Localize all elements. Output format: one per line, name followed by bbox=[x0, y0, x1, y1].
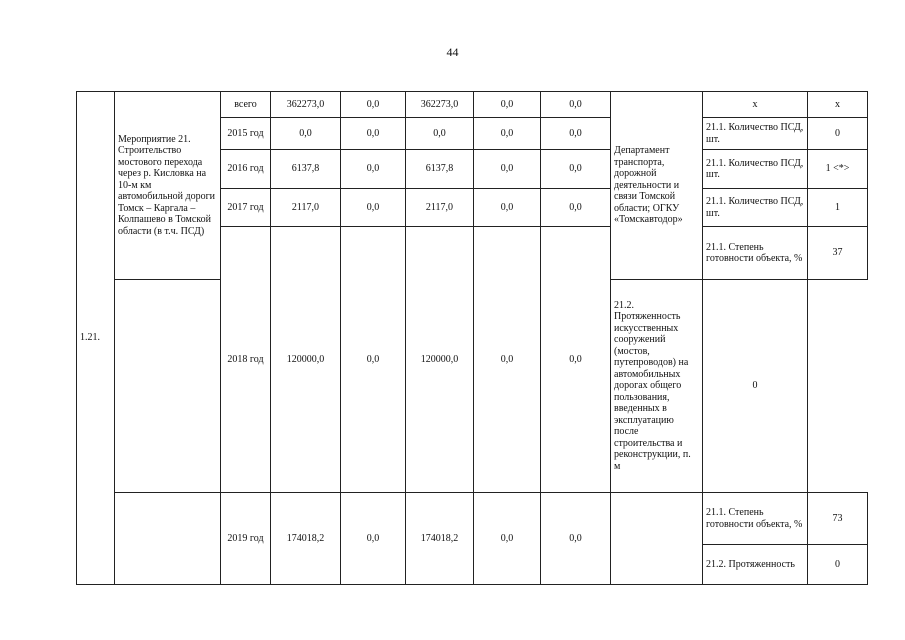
total-cell: 0,0 bbox=[271, 118, 341, 150]
regional-cell: 362273,0 bbox=[406, 92, 474, 118]
regional-cell: 120000,0 bbox=[406, 227, 474, 493]
blank-cell bbox=[611, 493, 703, 585]
indicator-value: х bbox=[808, 92, 868, 118]
total-cell: 174018,2 bbox=[271, 493, 341, 585]
federal-cell: 0,0 bbox=[341, 493, 406, 585]
regional-cell: 174018,2 bbox=[406, 493, 474, 585]
regional-cell: 6137,8 bbox=[406, 150, 474, 189]
total-cell: 120000,0 bbox=[271, 227, 341, 493]
indicator-name: 21.1. Степень готовности объекта, % bbox=[703, 227, 808, 280]
total-cell: 6137,8 bbox=[271, 150, 341, 189]
federal-cell: 0,0 bbox=[341, 227, 406, 493]
blank-cell bbox=[115, 280, 271, 493]
table-row bbox=[77, 92, 868, 118]
indicator-name: 21.1. Количество ПСД, шт. bbox=[703, 118, 808, 150]
indicator-value: 0 bbox=[808, 545, 868, 585]
other-cell: 0,0 bbox=[541, 150, 611, 189]
local-cell: 0,0 bbox=[474, 227, 541, 493]
total-cell: 362273,0 bbox=[271, 92, 341, 118]
indicator-name: 21.2. Протяженность bbox=[703, 545, 808, 585]
indicator-name: 21.2. Протяженность искусственных сооружений (мостов, путепроводов) на автомобильных дорогах общего пользования, введенных в эксплуатацию после строительства и реконструкции, п. м bbox=[611, 280, 703, 493]
local-cell: 0,0 bbox=[474, 150, 541, 189]
executor-name: Департамент транспорта, дорожной деятельности и связи Томской области; ОГКУ «Томскавтодор» bbox=[611, 92, 703, 280]
year-label: 2016 год bbox=[221, 150, 271, 189]
row-number: 1.21. bbox=[77, 92, 115, 585]
year-label: 2019 год bbox=[221, 493, 271, 585]
local-cell: 0,0 bbox=[474, 118, 541, 150]
federal-cell: 0,0 bbox=[341, 92, 406, 118]
local-cell: 0,0 bbox=[474, 92, 541, 118]
year-label: всего bbox=[221, 92, 271, 118]
indicator-value: 1 <*> bbox=[808, 150, 868, 189]
indicator-name: 21.1. Количество ПСД, шт. bbox=[703, 189, 808, 227]
indicator-value: 0 bbox=[703, 280, 808, 493]
federal-cell: 0,0 bbox=[341, 189, 406, 227]
year-label: 2015 год bbox=[221, 118, 271, 150]
regional-cell: 0,0 bbox=[406, 118, 474, 150]
indicator-name: 21.1. Степень готовности объекта, % bbox=[703, 493, 808, 545]
federal-cell: 0,0 bbox=[341, 150, 406, 189]
other-cell: 0,0 bbox=[541, 189, 611, 227]
year-label: 2017 год bbox=[221, 189, 271, 227]
table-row bbox=[77, 493, 868, 545]
indicator-value: 0 bbox=[808, 118, 868, 150]
local-cell: 0,0 bbox=[474, 493, 541, 585]
other-cell: 0,0 bbox=[541, 493, 611, 585]
indicator-value: 73 bbox=[808, 493, 868, 545]
federal-cell: 0,0 bbox=[341, 118, 406, 150]
other-cell: 0,0 bbox=[541, 118, 611, 150]
blank-cell bbox=[115, 493, 221, 585]
year-label: 2018 год bbox=[221, 227, 271, 493]
program-table bbox=[76, 91, 868, 585]
page-number: 44 bbox=[446, 45, 459, 59]
indicator-value: 1 bbox=[808, 189, 868, 227]
local-cell: 0,0 bbox=[474, 189, 541, 227]
indicator-value: 37 bbox=[808, 227, 868, 280]
other-cell: 0,0 bbox=[541, 227, 611, 493]
measure-name: Мероприятие 21. Строительство мостового перехода через р. Кисловка на 10-м км автомобильной дороги Томск – Каргала – Колпашево в Томской области (в т.ч. ПСД) bbox=[115, 92, 221, 280]
total-cell: 2117,0 bbox=[271, 189, 341, 227]
indicator-name: 21.1. Количество ПСД, шт. bbox=[703, 150, 808, 189]
other-cell: 0,0 bbox=[541, 92, 611, 118]
regional-cell: 2117,0 bbox=[406, 189, 474, 227]
indicator-name: х bbox=[703, 92, 808, 118]
